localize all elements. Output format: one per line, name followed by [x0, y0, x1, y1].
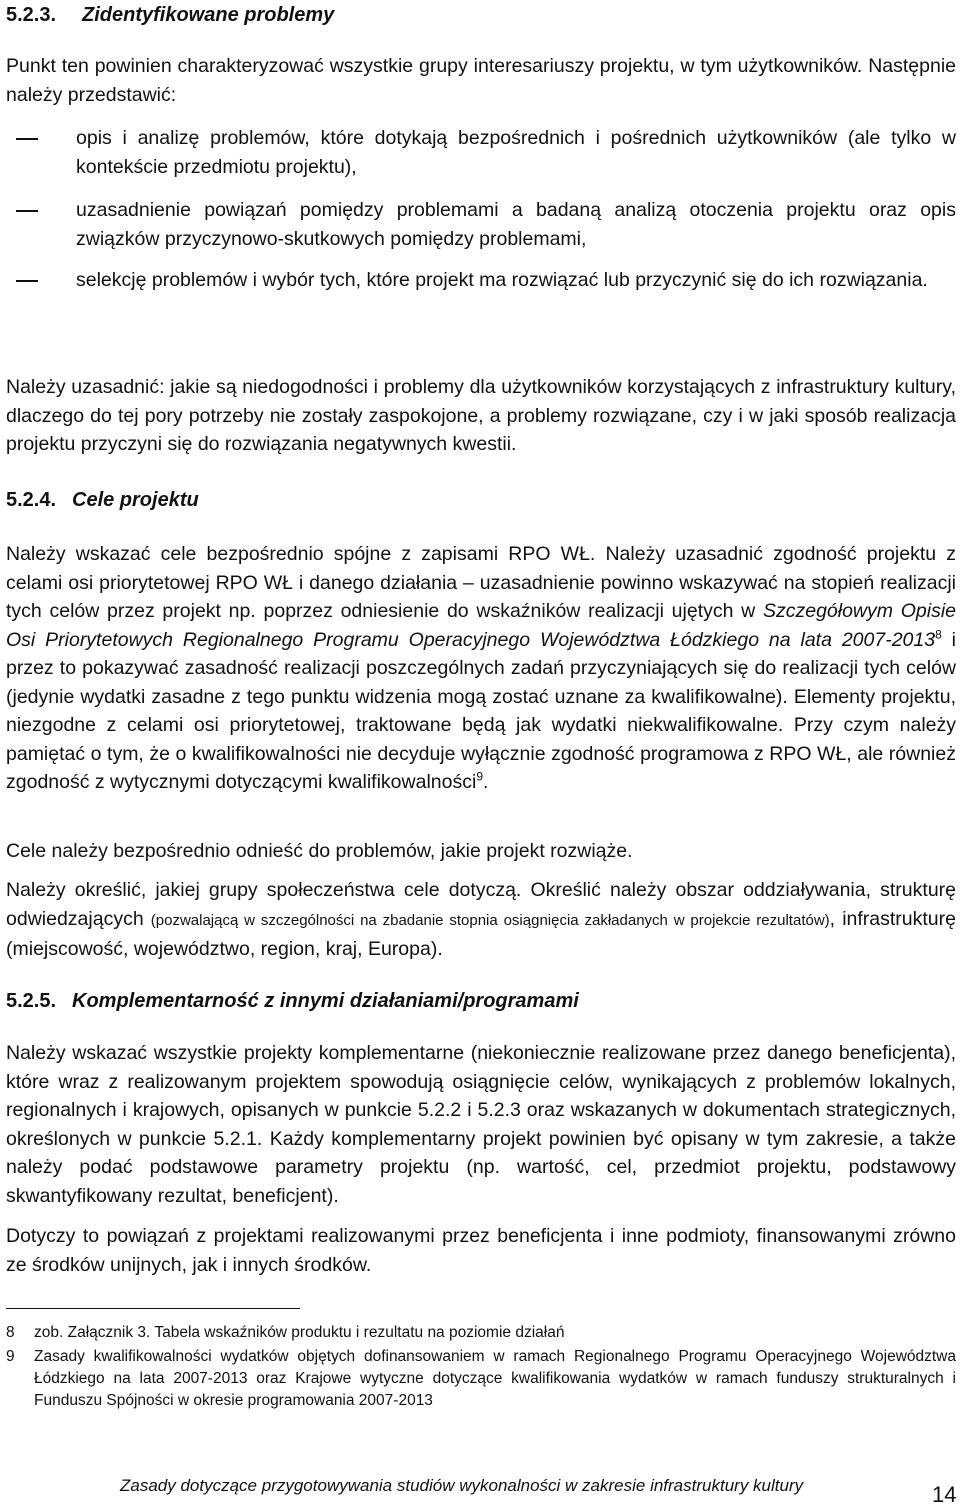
- bullet-item: [6, 196, 956, 253]
- paragraph: Należy wskazać wszystkie projekty komplementarne (niekoniecznie realizowane przez danego beneficjenta), które wraz z realizowanym projektem spowodują osiągnięcie celów, wynikających z problemów lokalnych, regionalnych i krajowych, opisanych w punkcie 5.2.2 i 5.2.3 oraz wskazanych w dokumentach strategicznych, określonych w punkcie 5.2.1. Każdy komplementarny projekt powinien być opisany w tym zakresie, a także należy podać podstawowe parametry projektu (np. wartość, cel, przedmiot projektu, podstawowy skwantyfikowany rezultat, beneficjent).: [6, 1042, 956, 1207]
- footnote-number: 8: [6, 1324, 15, 1341]
- section-number: 5.2.5.: [6, 990, 57, 1012]
- footnote-separator: [6, 1308, 300, 1309]
- dash-icon: [16, 210, 38, 212]
- paragraph: [6, 540, 956, 797]
- page-footer: Zasady dotyczące przygotowywania studiów wykonalności w zakresie infrastruktury kultury: [120, 1476, 804, 1495]
- footnote-item: [6, 1346, 956, 1412]
- bullet-text: opis i analizę problemów, które dotykają bezpośrednich i pośrednich użytkowników (ale tylko w kontekście przedmiotu projektu),: [76, 127, 956, 178]
- text-run-small: (pozwalającą w szczególności na zbadanie stopnia osiągnięcia zakładanych w projekcie rezultatów): [150, 911, 830, 929]
- italic-title: Szczegółowym Opisie Osi Priorytetowych Regionalnego Programu Operacyjnego Województwa Łódzkiego na lata 2007-2013: [6, 600, 956, 651]
- bullet-item: [6, 266, 956, 295]
- dash-icon: [16, 138, 38, 140]
- footnotes: [6, 1322, 956, 1412]
- intro-paragraph: Punkt ten powinien charakteryzować wszystkie grupy interesariuszy projektu, w tym użytkowników. Następnie należy przedstawić:: [6, 55, 956, 106]
- text-run: Należy wskazać cele bezpośrednio spójne z zapisami RPO WŁ. Należy uzasadnić zgodność projektu z celami osi priorytetowej RPO WŁ i danego działania – uzasadnienie powinno wskazywać na stopień realizacji tych celów przez projekt np. poprzez odniesienie do wskaźników realizacji ujętych w: [6, 543, 956, 622]
- section-title: Cele projektu: [72, 489, 199, 511]
- text-run: i przez to pokazywać zasadność realizacji poszczególnych zadań przyczyniających się do realizacji tych celów (jedynie wydatki zasadne z tego punktu widzenia mogą zostać uznane za kwalifikowalne). Elementy projektu, niezgodne z celami osi priorytetowej, traktowane będą jak wydatki niekwalifikowalne. Przy czym należy pamiętać o tym, że o kwalifikowalności nie decyduje wyłącznie zgodność programowa z RPO WŁ, ale również zgodność z wytycznymi dotyczącymi kwalifikowalności: [6, 628, 957, 793]
- dash-icon: [16, 280, 38, 282]
- paragraph: [6, 876, 956, 964]
- footnote-text: Zasady kwalifikowalności wydatków objętych dofinansowaniem w ramach Regionalnego Programu Operacyjnego Województwa Łódzkiego na lata 2007-2013 oraz Krajowe wytyczne dotyczące kwalifikowania wydatków w ramach funduszy strukturalnych i Funduszu Spójności w okresie programowania 2007-2013: [34, 1348, 956, 1409]
- footnote-ref[interactable]: 9: [476, 769, 484, 784]
- section-title: Zidentyfikowane problemy: [82, 4, 335, 26]
- section-heading-524: [6, 487, 199, 513]
- section-number: 5.2.3.: [6, 4, 57, 26]
- section-heading-525: [6, 988, 579, 1014]
- footnote-number: 9: [6, 1348, 15, 1365]
- text-run: , infrastrukturę (miejscowość, województwo, region, kraj, Europa).: [6, 907, 956, 960]
- paragraph: Cele należy bezpośrednio odnieść do problemów, jakie projekt rozwiąże.: [6, 840, 633, 862]
- text-run: Należy określić, jakiej grupy społeczeństwa cele dotyczą. Określić należy obszar oddziaływania, strukturę odwiedzających: [6, 879, 956, 930]
- footnote-ref[interactable]: 8: [935, 627, 942, 641]
- footnote-item: [6, 1322, 956, 1344]
- bullet-item: [6, 124, 956, 181]
- text-run: .: [483, 771, 489, 793]
- paragraph: Należy uzasadnić: jakie są niedogodności i problemy dla użytkowników korzystających z infrastruktury kultury, dlaczego do tej pory potrzeby nie zostały zaspokojone, a problemy rozwiązane, czy i w jaki sposób realizacja projektu przyczyni się do rozwiązania negatywnych kwestii.: [6, 376, 956, 455]
- paragraph: Dotyczy to powiązań z projektami realizowanymi przez beneficjenta i inne podmioty, finansowanymi zrówno ze środków unijnych, jak i innych środków.: [6, 1225, 956, 1276]
- section-title: Komplementarność z innymi działaniami/programami: [72, 990, 579, 1012]
- bullet-text: uzasadnienie powiązań pomiędzy problemami a badaną analizą otoczenia projektu oraz opis związków przyczynowo-skutkowych pomiędzy problemami,: [76, 199, 956, 250]
- bullet-text: selekcję problemów i wybór tych, które projekt ma rozwiązać lub przyczynić się do ich rozwiązania.: [76, 269, 928, 291]
- section-number: 5.2.4.: [6, 489, 57, 511]
- footnote-text: zob. Załącznik 3. Tabela wskaźników produktu i rezultatu na poziomie działań: [34, 1324, 565, 1341]
- page-number: 14: [932, 1482, 957, 1507]
- section-heading-523: [6, 2, 334, 28]
